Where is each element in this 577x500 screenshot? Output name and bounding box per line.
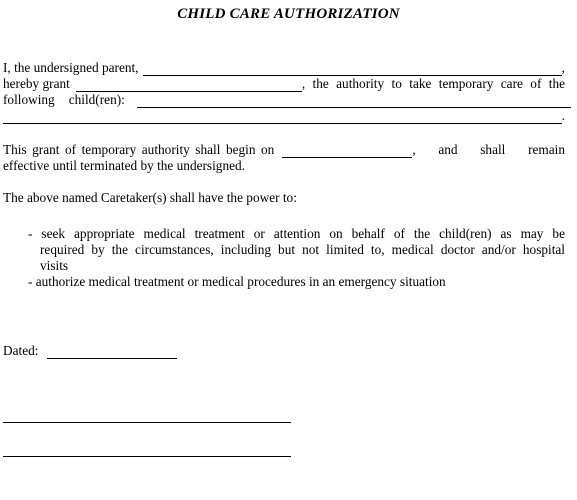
- power-item-1-line-2: required by the circumstances, including but not limited to, medical doctor and/or hospital: [40, 242, 565, 257]
- following-label: following: [3, 92, 55, 107]
- grant-begin-text: This grant of temporary authority shall begin on: [3, 142, 275, 157]
- power-item-1-line-3: visits: [40, 258, 69, 273]
- signature-line-1[interactable]: [3, 422, 291, 423]
- power-item-1-line-1: - seek appropriate medical treatment or attention on behalf of the child(ren) as may be: [28, 226, 565, 241]
- power-item-2: - authorize medical treatment or medical procedures in an emergency situation: [28, 274, 446, 289]
- document-title: CHILD CARE AUTHORIZATION: [177, 6, 400, 22]
- parent-name-row: [3, 60, 565, 76]
- caretaker-name-row: [3, 76, 565, 92]
- parent-name-blank[interactable]: [143, 63, 562, 76]
- children-names-blank-2[interactable]: [3, 111, 562, 124]
- children-names-blank[interactable]: [137, 95, 571, 108]
- authority-text: , the authority to take temporary care of the: [301, 76, 565, 91]
- dated-blank[interactable]: [47, 346, 177, 359]
- comma-mark: ,: [561, 60, 565, 75]
- children-label: child(ren):: [68, 92, 125, 107]
- grant-start-row: [3, 142, 565, 158]
- signature-line-2[interactable]: [3, 456, 291, 457]
- grant-continued-text: effective until terminated by the undersigned.: [3, 158, 245, 173]
- shall-remain-text: , and shall remain: [412, 142, 565, 157]
- powers-intro-text: The above named Caretaker(s) shall have the power to:: [3, 190, 297, 205]
- period-mark: .: [561, 108, 565, 123]
- children-names-continued-row: [3, 108, 565, 124]
- caretaker-name-blank[interactable]: [76, 79, 302, 92]
- start-date-blank[interactable]: [282, 145, 412, 158]
- dated-row: [3, 343, 177, 359]
- children-row: [3, 92, 565, 108]
- hereby-grant-label: hereby grant: [3, 76, 70, 91]
- undersigned-parent-label: I, the undersigned parent,: [3, 60, 139, 75]
- dated-label: Dated:: [3, 343, 39, 358]
